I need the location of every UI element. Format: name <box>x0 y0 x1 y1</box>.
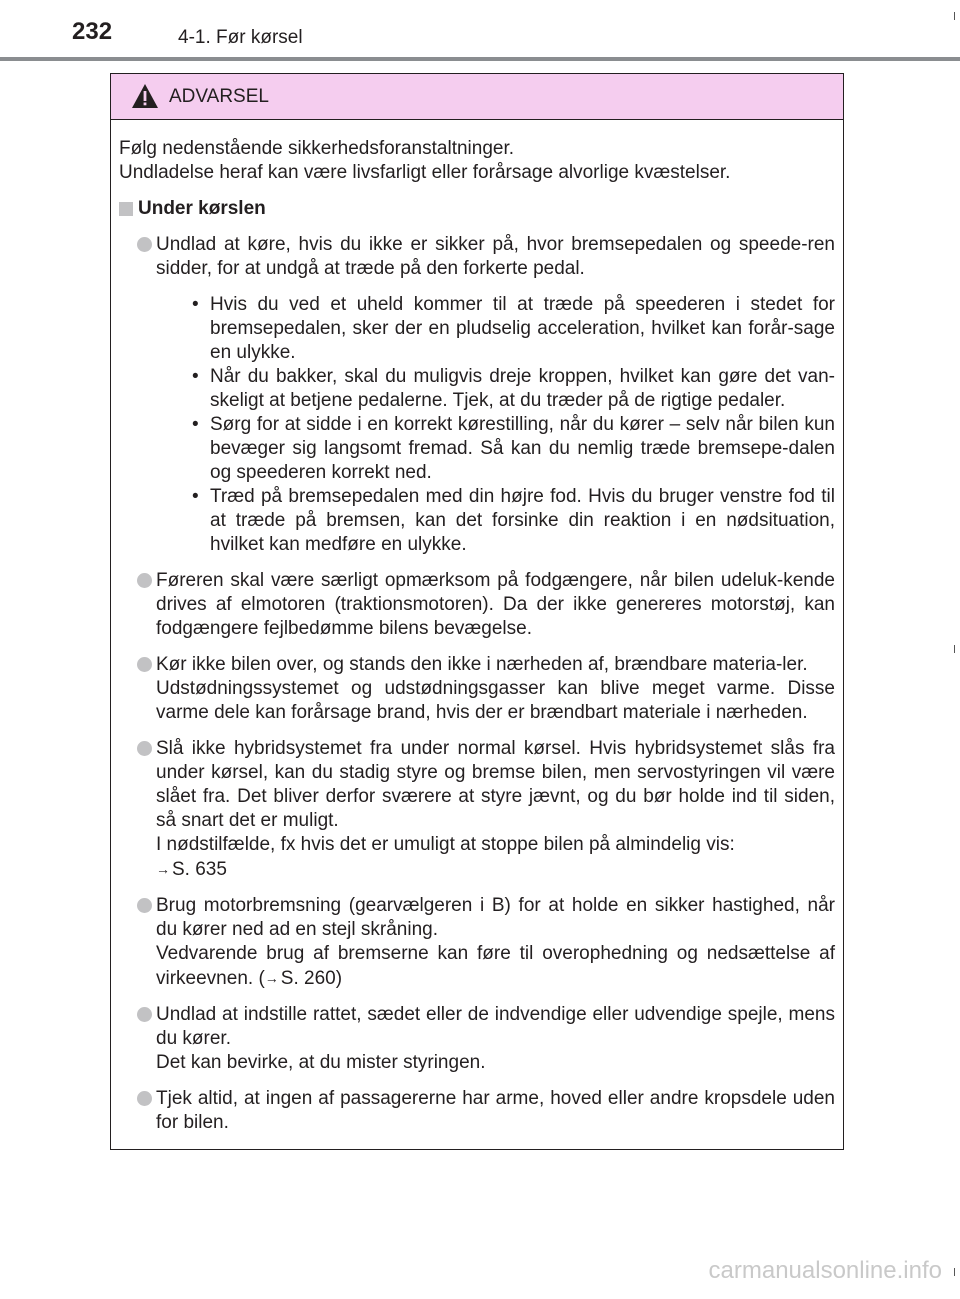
subheading-text: Under kørslen <box>138 198 266 219</box>
list-item <box>119 1003 835 1075</box>
arrow-right-icon: → <box>264 970 279 986</box>
list-item <box>119 894 835 991</box>
item-text-continued <box>156 942 835 991</box>
page-reference[interactable] <box>156 857 835 882</box>
item-text: Undlad at køre, hvis du ikke er sikker på, hvor bremsepedalen og speede-ren sidder, for at undgå at træde på den forkerte pedal. <box>156 234 835 279</box>
item-text: Kør ikke bilen over, og stands den ikke i nærheden af, brændbare materia-ler. <box>156 654 808 675</box>
sub-bullet-text: Når du bakker, skal du muligvis dreje kroppen, hvilket kan gøre det van-skeligt at betjene pedalerne. Tjek, at du træder på de rigtige pedaler. <box>210 366 835 411</box>
circle-bullet-icon <box>137 657 152 672</box>
sub-bullet: • Når du bakker, skal du muligvis dreje kroppen, hvilket kan gøre det van-skeligt at betjene pedalerne. Tjek, at du træder på de rigtige pedaler. <box>192 366 835 411</box>
warning-body <box>111 120 843 1135</box>
warning-triangle-icon <box>131 83 159 109</box>
circle-bullet-icon <box>137 741 152 756</box>
sub-bullet: • Sørg for at sidde i en korrekt kørestilling, når du kører – selv når bilen kun bevæger sig langsomt fremad. Så kan du nemlig træde bremsepe-dalen og speederen korrekt ned. <box>192 414 835 483</box>
circle-bullet-icon <box>137 573 152 588</box>
circle-bullet-icon <box>137 237 152 252</box>
list-item <box>119 1087 835 1135</box>
warning-header <box>111 74 843 120</box>
warning-intro <box>119 137 835 185</box>
watermark: carmanualsonline.info <box>708 1257 942 1284</box>
list-item <box>119 653 835 725</box>
sub-bullet-text: Hvis du ved et uheld kommer til at træde på speederen i stedet for bremsepedalen, sker der en pludselig acceleration, hvilket kan forår-sage en ulykke. <box>210 294 835 363</box>
crop-mark <box>954 645 955 653</box>
intro-line: Følg nedenstående sikkerhedsforanstaltninger. <box>119 138 515 159</box>
sub-bullet-text: Træd på bremsepedalen med din højre fod. Hvis du bruger venstre fod til at træde på bremsen, kan det forsinke din reaktion i en nødsituation, hvilket kan medføre en ulykke. <box>210 486 835 555</box>
warning-title: ADVARSEL <box>169 86 269 107</box>
page-reference-text[interactable]: S. 635 <box>172 859 227 880</box>
list-item <box>119 233 835 557</box>
reference-close: ) <box>335 968 343 989</box>
page-reference[interactable] <box>265 968 336 989</box>
subheading <box>119 197 835 221</box>
list-item <box>119 569 835 641</box>
page-number: 232 <box>72 18 113 45</box>
circle-bullet-icon <box>137 1091 152 1106</box>
item-text: Tjek altid, at ingen af passagererne har arme, hoved eller andre kropsdele uden for bilen. <box>156 1088 835 1133</box>
sub-bullet: • Træd på bremsepedalen med din højre fod. Hvis du bruger venstre fod til at træde på bremsen, kan det forsinke din reaktion i en nødsituation, hvilket kan medføre en ulykke. <box>192 486 835 555</box>
circle-bullet-icon <box>137 898 152 913</box>
sub-bullet-text: Sørg for at sidde i en korrekt kørestilling, når du kører – selv når bilen kun bevæger sig langsomt fremad. Så kan du nemlig træde bremsepe-dalen og speederen korrekt ned. <box>210 414 835 483</box>
crop-mark <box>954 1268 955 1276</box>
list-item <box>119 737 835 882</box>
sub-bullet-list <box>156 293 835 557</box>
sub-bullet: • Hvis du ved et uheld kommer til at træde på speederen i stedet for bremsepedalen, sker der en pludselig acceleration, hvilket kan forår-sage en ulykke. <box>192 294 835 363</box>
warning-box <box>110 73 844 1150</box>
item-text-continued: Udstødningssystemet og udstødningsgasser kan blive meget varme. Disse varme dele kan forårsage brand, hvis der er brændbart materiale i nærheden. <box>156 678 835 723</box>
item-text: Undlad at indstille rattet, sædet eller de indvendige eller udvendige spejle, mens du kører. <box>156 1004 835 1049</box>
item-text-continued: Det kan bevirke, at du mister styringen. <box>156 1052 486 1073</box>
circle-bullet-icon <box>137 1007 152 1022</box>
section-title: 4-1. Før kørsel <box>178 27 303 48</box>
item-text-part: Vedvarende brug af bremserne kan føre til overophedning og nedsættelse af virkeevnen. ( <box>156 943 835 989</box>
page-reference-text[interactable]: S. 260 <box>280 968 336 989</box>
crop-mark <box>954 12 955 20</box>
item-text-continued: I nødstilfælde, fx hvis det er umuligt at stoppe bilen på almindelig vis: <box>156 834 735 855</box>
header-rule <box>0 57 960 61</box>
square-bullet-icon <box>119 202 133 216</box>
arrow-right-icon: → <box>156 861 170 877</box>
item-text: Føreren skal være særligt opmærksom på fodgængere, når bilen udeluk-kende drives af elmotoren (traktionsmotoren). Da der ikke genereres motorstøj, kan fodgængere fejlbedømme bilens bevægelse. <box>156 570 835 639</box>
item-text: Brug motorbremsning (gearvælgeren i B) for at holde en sikker hastighed, når du kører ned ad en stejl skråning. <box>156 895 835 940</box>
item-text: Slå ikke hybridsystemet fra under normal kørsel. Hvis hybridsystemet slås fra under kørsel, kan du stadig styre og bremse bilen, men servostyringen vil være slået fra. Det bliver derfor sværere at styre jævnt, og du bør holde ind til siden, så snart det er muligt. <box>156 738 835 831</box>
intro-line: Undladelse heraf kan være livsfarligt eller forårsage alvorlige kvæstelser. <box>119 162 731 183</box>
